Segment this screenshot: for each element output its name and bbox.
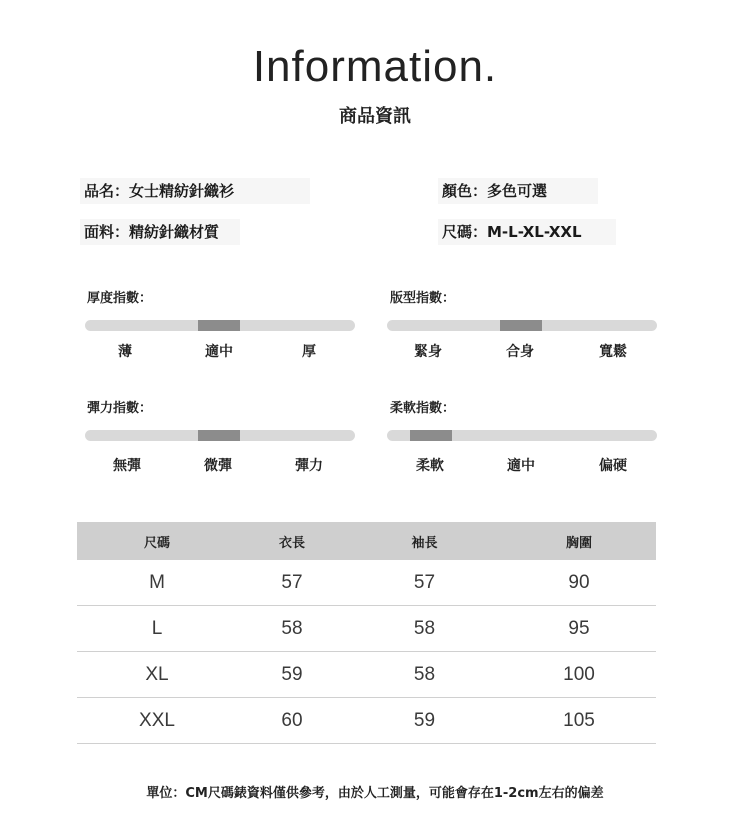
fit-track: [387, 320, 657, 331]
softness-option-medium: 適中: [507, 458, 535, 474]
fit-option-loose: 寬鬆: [599, 344, 627, 360]
table-row: [77, 698, 656, 744]
page-title: Information.: [252, 42, 498, 91]
header-chest: 胸圍: [502, 522, 656, 560]
size-table: [77, 522, 656, 744]
thickness-label: 厚度指數：: [87, 291, 153, 306]
cell-sleeve: 59: [347, 698, 502, 744]
product-size: 尺碼：M-L-XL-XXL: [438, 219, 616, 245]
fit-option-tight: 緊身: [414, 344, 442, 360]
cell-sleeve: 58: [347, 652, 502, 698]
header-length: 衣長: [237, 522, 347, 560]
softness-option-soft: 柔軟: [416, 458, 444, 474]
cell-chest: 95: [502, 606, 656, 652]
softness-label: 柔軟指數：: [390, 401, 456, 416]
cell-length: 58: [237, 606, 347, 652]
elasticity-option-slight: 微彈: [204, 458, 232, 474]
cell-chest: 100: [502, 652, 656, 698]
cell-length: 57: [237, 560, 347, 606]
elasticity-label: 彈力指數：: [87, 401, 153, 416]
thickness-option-medium: 適中: [205, 344, 233, 360]
cell-length: 60: [237, 698, 347, 744]
cell-length: 59: [237, 652, 347, 698]
elasticity-option-stretch: 彈力: [295, 458, 323, 474]
cell-chest: 105: [502, 698, 656, 744]
cell-size: XL: [77, 652, 237, 698]
thickness-option-thick: 厚: [302, 344, 316, 360]
cell-size: M: [77, 560, 237, 606]
table-header-row: [77, 522, 656, 560]
thickness-track: [85, 320, 355, 331]
header-sleeve: 袖長: [347, 522, 502, 560]
size-disclaimer: 單位：CM尺碼錶資料僅供參考，由於人工測量，可能會存在1-2cm左右的偏差: [146, 786, 604, 801]
fit-option-regular: 合身: [506, 344, 534, 360]
softness-indicator: [410, 430, 452, 441]
thickness-option-thin: 薄: [118, 344, 132, 360]
cell-chest: 90: [502, 560, 656, 606]
fit-indicator: [500, 320, 542, 331]
page-subtitle: 商品資訊: [339, 106, 411, 127]
table-row: [77, 652, 656, 698]
cell-sleeve: 58: [347, 606, 502, 652]
table-row: [77, 606, 656, 652]
header-size: 尺碼: [77, 522, 237, 560]
elasticity-option-none: 無彈: [113, 458, 141, 474]
product-material: 面料：精紡針織材質: [80, 219, 240, 245]
cell-size: L: [77, 606, 237, 652]
softness-track: [387, 430, 657, 441]
cell-size: XXL: [77, 698, 237, 744]
thickness-indicator: [198, 320, 240, 331]
elasticity-track: [85, 430, 355, 441]
table-row: [77, 560, 656, 606]
product-name: 品名：女士精紡針織衫: [80, 178, 310, 204]
softness-option-firm: 偏硬: [599, 458, 627, 474]
elasticity-indicator: [198, 430, 240, 441]
fit-label: 版型指數：: [390, 291, 456, 306]
product-color: 顏色：多色可選: [438, 178, 598, 204]
cell-sleeve: 57: [347, 560, 502, 606]
